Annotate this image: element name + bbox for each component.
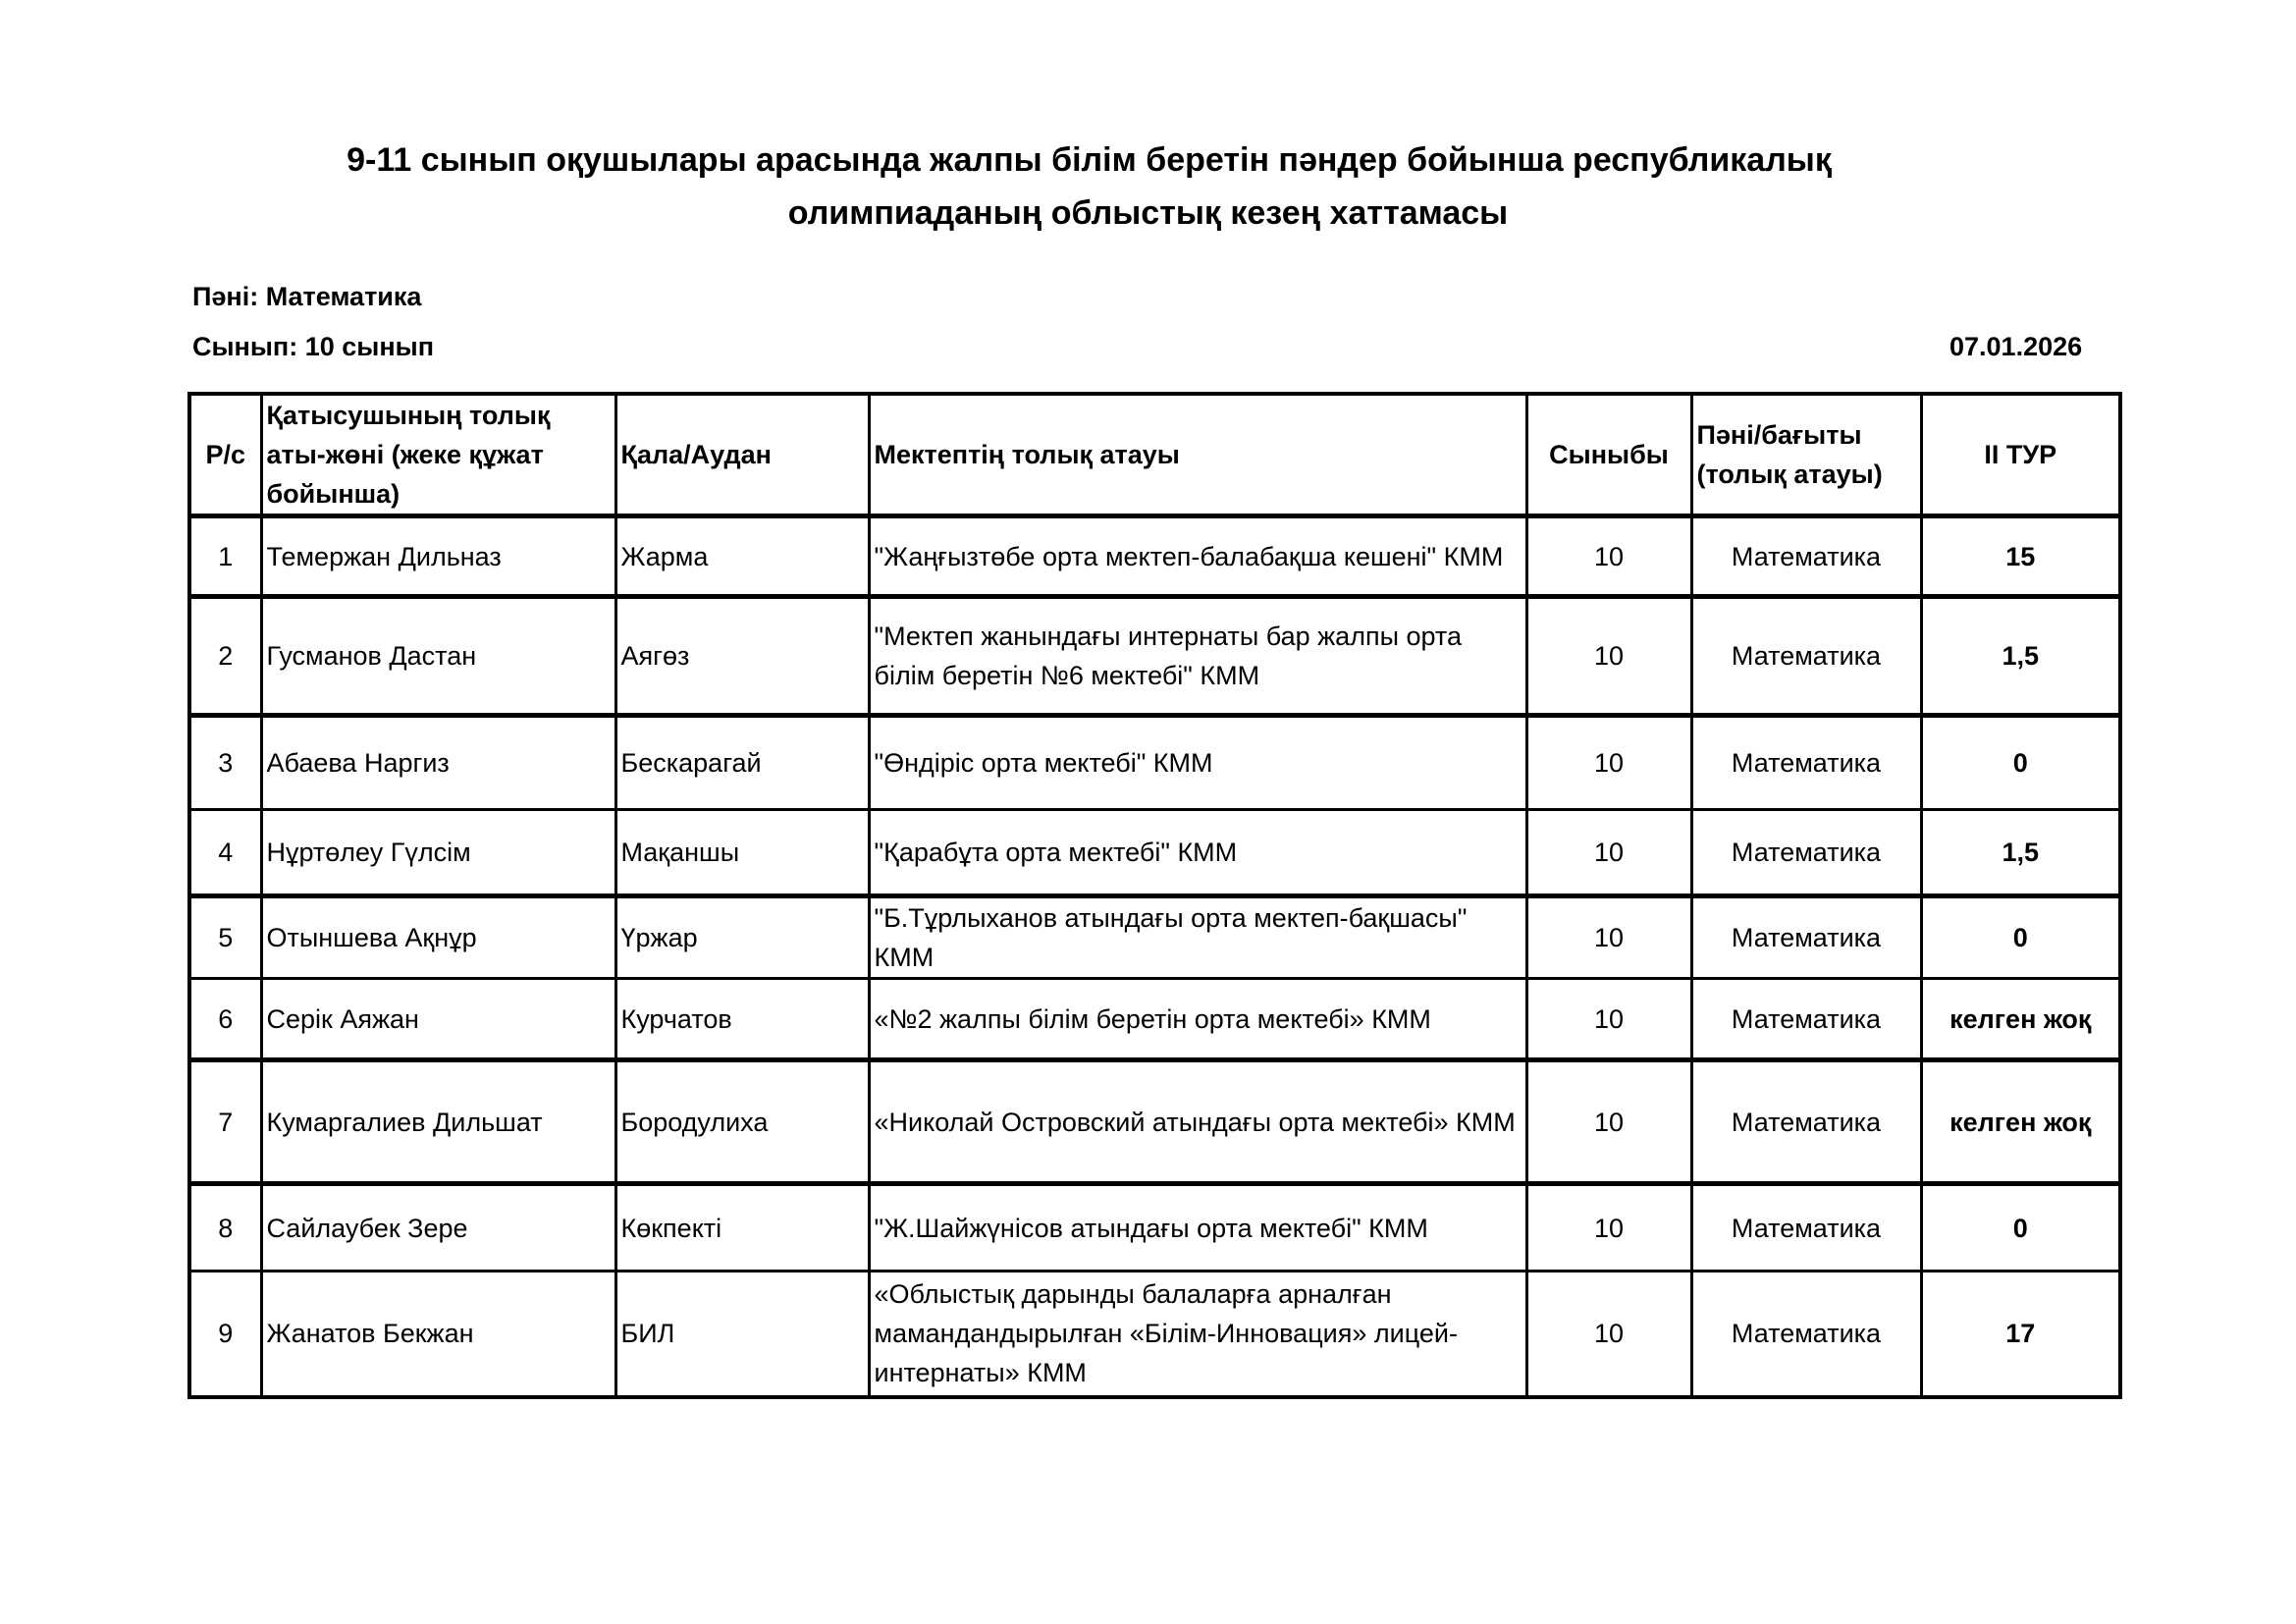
document-title-line-2: олимпиаданың облыстық кезең хаттамасы [787, 194, 1509, 232]
cell-school: "Жаңғызтөбе орта мектеп-балабақша кешені" КММ [869, 516, 1526, 597]
cell-subject: Математика [1691, 1060, 1921, 1184]
cell-score: 1,5 [1921, 810, 2120, 896]
cell-num: 7 [189, 1060, 261, 1184]
cell-school: "Мектеп жанындағы интернаты бар жалпы орта білім беретін №6 мектебі" КММ [869, 597, 1526, 716]
cell-name: Сайлаубек Зере [261, 1184, 615, 1272]
cell-district: Курчатов [615, 979, 869, 1060]
cell-num: 4 [189, 810, 261, 896]
cell-district: Бородулиха [615, 1060, 869, 1184]
table-row [189, 810, 2120, 896]
cell-subject: Математика [1691, 979, 1921, 1060]
cell-num: 9 [189, 1272, 261, 1397]
header-school: Мектептің толық атауы [869, 394, 1526, 516]
cell-subject: Математика [1691, 716, 1921, 810]
table-row [189, 597, 2120, 716]
cell-school: «№2 жалпы білім беретін орта мектебі» КММ [869, 979, 1526, 1060]
cell-name: Отыншева Ақнұр [261, 896, 615, 979]
cell-school: "Қарабұта орта мектебі" КММ [869, 810, 1526, 896]
cell-district: Үржар [615, 896, 869, 979]
table-row [189, 1272, 2120, 1397]
cell-num: 3 [189, 716, 261, 810]
cell-district: Жарма [615, 516, 869, 597]
cell-school: "Ж.Шайжүнісов атындағы орта мектебі" КММ [869, 1184, 1526, 1272]
cell-district: Мақаншы [615, 810, 869, 896]
grade-label: Сынып: 10 сынып [192, 332, 435, 361]
cell-score: 15 [1921, 516, 2120, 597]
cell-subject: Математика [1691, 810, 1921, 896]
results-table [187, 392, 2122, 1399]
cell-district: Бескарагай [615, 716, 869, 810]
cell-score: 17 [1921, 1272, 2120, 1397]
cell-num: 5 [189, 896, 261, 979]
cell-score: 1,5 [1921, 597, 2120, 716]
cell-num: 2 [189, 597, 261, 716]
cell-grade: 10 [1526, 1060, 1691, 1184]
header-score: II ТУР [1921, 394, 2120, 516]
cell-name: Абаева Наргиз [261, 716, 615, 810]
cell-score: келген жоқ [1921, 979, 2120, 1060]
cell-num: 8 [189, 1184, 261, 1272]
header-district: Қала/Аудан [615, 394, 869, 516]
cell-grade: 10 [1526, 1272, 1691, 1397]
cell-grade: 10 [1526, 516, 1691, 597]
cell-grade: 10 [1526, 716, 1691, 810]
cell-subject: Математика [1691, 1272, 1921, 1397]
table-row [189, 1184, 2120, 1272]
cell-school: «Облыстық дарынды балаларға арналған мамандандырылған «Білім-Инновация» лицей-интернаты» КММ [869, 1272, 1526, 1397]
protocol-date: 07.01.2026 [1949, 332, 2083, 361]
cell-district: Аягөз [615, 597, 869, 716]
cell-score: 0 [1921, 1184, 2120, 1272]
document-title-line-1: 9-11 сынып оқушылары арасында жалпы білім беретін пәндер бойынша республикалық [347, 141, 1832, 179]
cell-name: Серік Аяжан [261, 979, 615, 1060]
cell-score: келген жоқ [1921, 1060, 2120, 1184]
cell-school: "Б.Тұрлыханов атындағы орта мектеп-бақшасы" КММ [869, 896, 1526, 979]
cell-grade: 10 [1526, 1184, 1691, 1272]
header-grade: Сыныбы [1526, 394, 1691, 516]
cell-subject: Математика [1691, 516, 1921, 597]
cell-district: Көкпекті [615, 1184, 869, 1272]
cell-grade: 10 [1526, 810, 1691, 896]
cell-num: 6 [189, 979, 261, 1060]
cell-grade: 10 [1526, 896, 1691, 979]
table-row [189, 516, 2120, 597]
cell-score: 0 [1921, 716, 2120, 810]
cell-subject: Математика [1691, 597, 1921, 716]
cell-district: БИЛ [615, 1272, 869, 1397]
cell-grade: 10 [1526, 597, 1691, 716]
cell-name: Нұртөлеу Гүлсім [261, 810, 615, 896]
cell-school: "Өндіріс орта мектебі" КММ [869, 716, 1526, 810]
cell-school: «Николай Островский атындағы орта мектебі» КММ [869, 1060, 1526, 1184]
header-subject: Пәні/бағыты (толық атауы) [1691, 394, 1921, 516]
cell-grade: 10 [1526, 979, 1691, 1060]
cell-subject: Математика [1691, 1184, 1921, 1272]
header-num: Р/с [189, 394, 261, 516]
table-row [189, 1060, 2120, 1184]
header-name: Қатысушының толық аты-жөні (жеке құжат бойынша) [261, 394, 615, 516]
table-row [189, 979, 2120, 1060]
table-row [189, 896, 2120, 979]
subject-label: Пәні: Математика [192, 282, 422, 311]
cell-name: Жанатов Бекжан [261, 1272, 615, 1397]
cell-subject: Математика [1691, 896, 1921, 979]
table-header-row [189, 394, 2120, 516]
cell-score: 0 [1921, 896, 2120, 979]
cell-name: Темержан Дильназ [261, 516, 615, 597]
table-row [189, 716, 2120, 810]
cell-name: Гусманов Дастан [261, 597, 615, 716]
cell-name: Кумаргалиев Дильшат [261, 1060, 615, 1184]
cell-num: 1 [189, 516, 261, 597]
